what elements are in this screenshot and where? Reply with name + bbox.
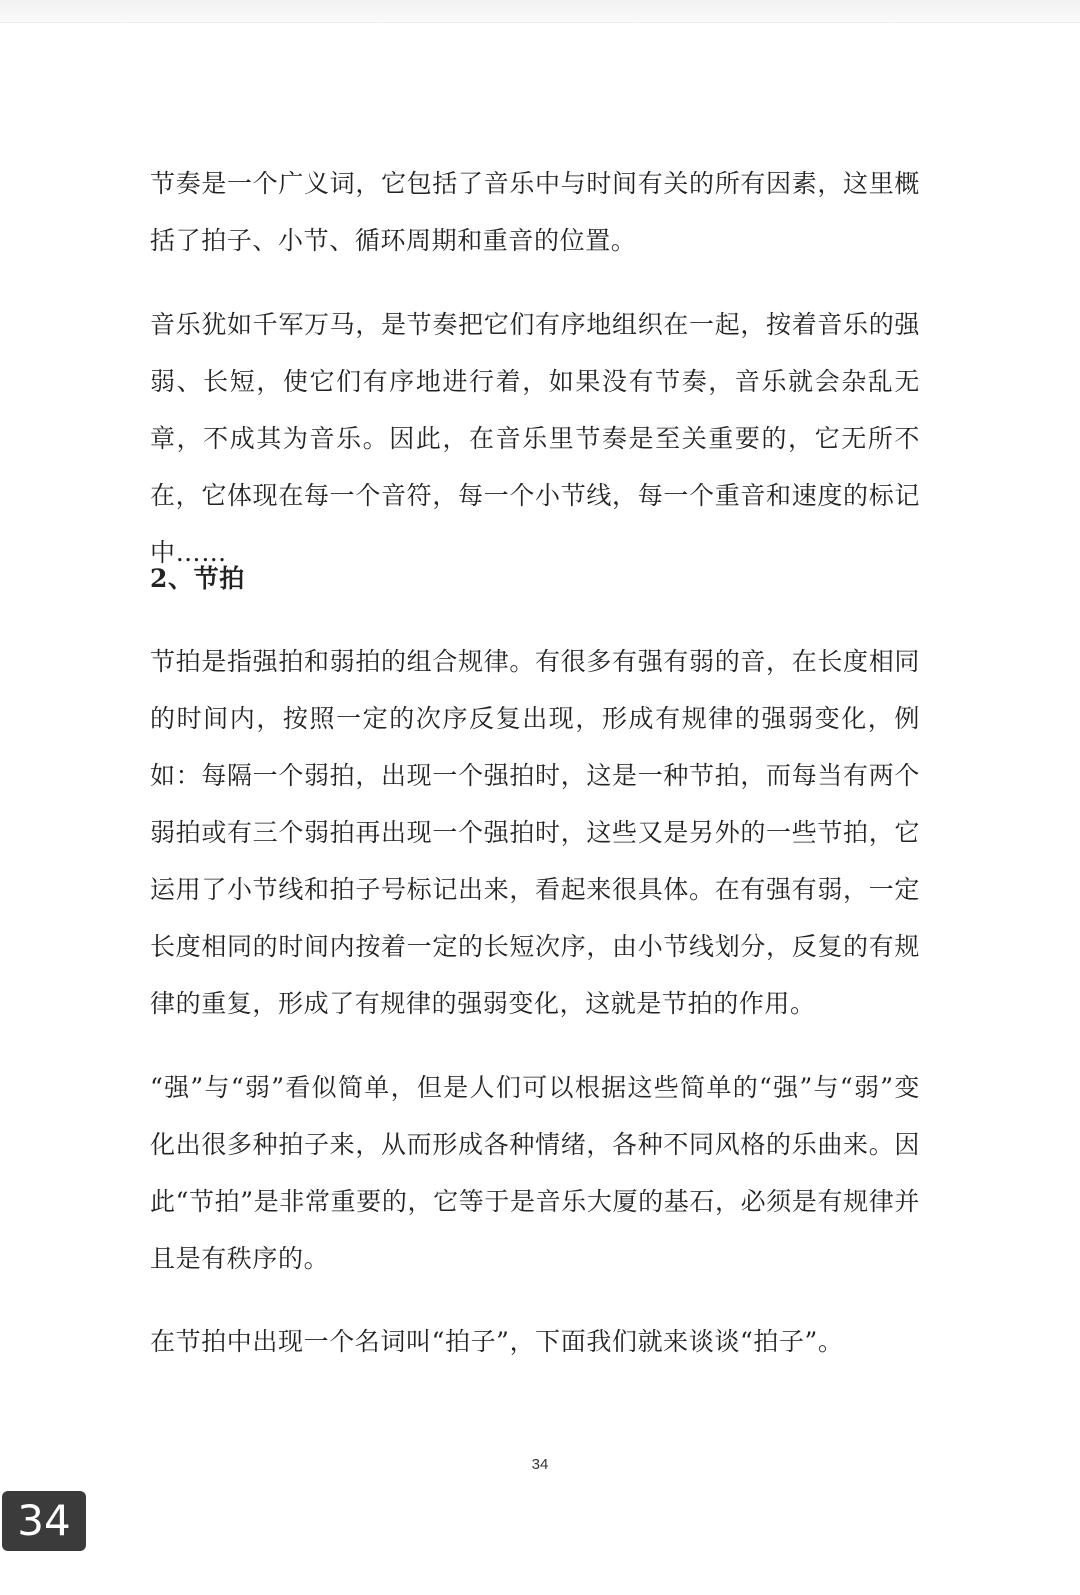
paragraph-rhythm-definition: 节奏是一个广义词，它包括了音乐中与时间有关的所有因素，这里概括了拍子、小节、循环周期和重音的位置。 — [150, 169, 920, 255]
paragraph-beat-intro: 在节拍中出现一个名词叫“拍子”，下面我们就来谈谈“拍子”。 — [150, 1327, 844, 1356]
page-footer-number: 34 — [531, 1456, 549, 1473]
viewer-top-bar — [0, 0, 1080, 23]
paragraph-strong-weak: “强”与“弱”看似简单，但是人们可以根据这些简单的“强”与“弱”变化出很多种拍子来，从而形成各种情绪，各种不同风格的乐曲来。因此“节拍”是非常重要的，它等于是音乐大厦的基石，必须是有规律并且是有秩序的。 — [150, 1073, 920, 1273]
paragraph-rhythm-importance: 音乐犹如千军万马，是节奏把它们有序地组织在一起，按着音乐的强弱、长短，使它们有序地进行着，如果没有节奏，音乐就会杂乱无章，不成其为音乐。因此，在音乐里节奏是至关重要的，它无所不在，它体现在每一个音符，每一个小节线，每一个重音和速度的标记中…… — [150, 310, 920, 567]
section-heading: 2、节拍 — [150, 564, 245, 593]
page-indicator-badge[interactable]: 34 — [2, 1491, 86, 1551]
paragraph-meter-definition: 节拍是指强拍和弱拍的组合规律。有很多有强有弱的音，在长度相同的时间内，按照一定的次序反复出现，形成有规律的强弱变化，例如：每隔一个弱拍，出现一个强拍时，这是一种节拍，而每当有两个弱拍或有三个弱拍再出现一个强拍时，这些又是另外的一些节拍，它运用了小节线和拍子号标记出来，看起来很具体。在有强有弱，一定长度相同的时间内按着一定的长短次序，由小节线划分，反复的有规律的重复，形成了有规律的强弱变化，这就是节拍的作用。 — [150, 647, 920, 1018]
